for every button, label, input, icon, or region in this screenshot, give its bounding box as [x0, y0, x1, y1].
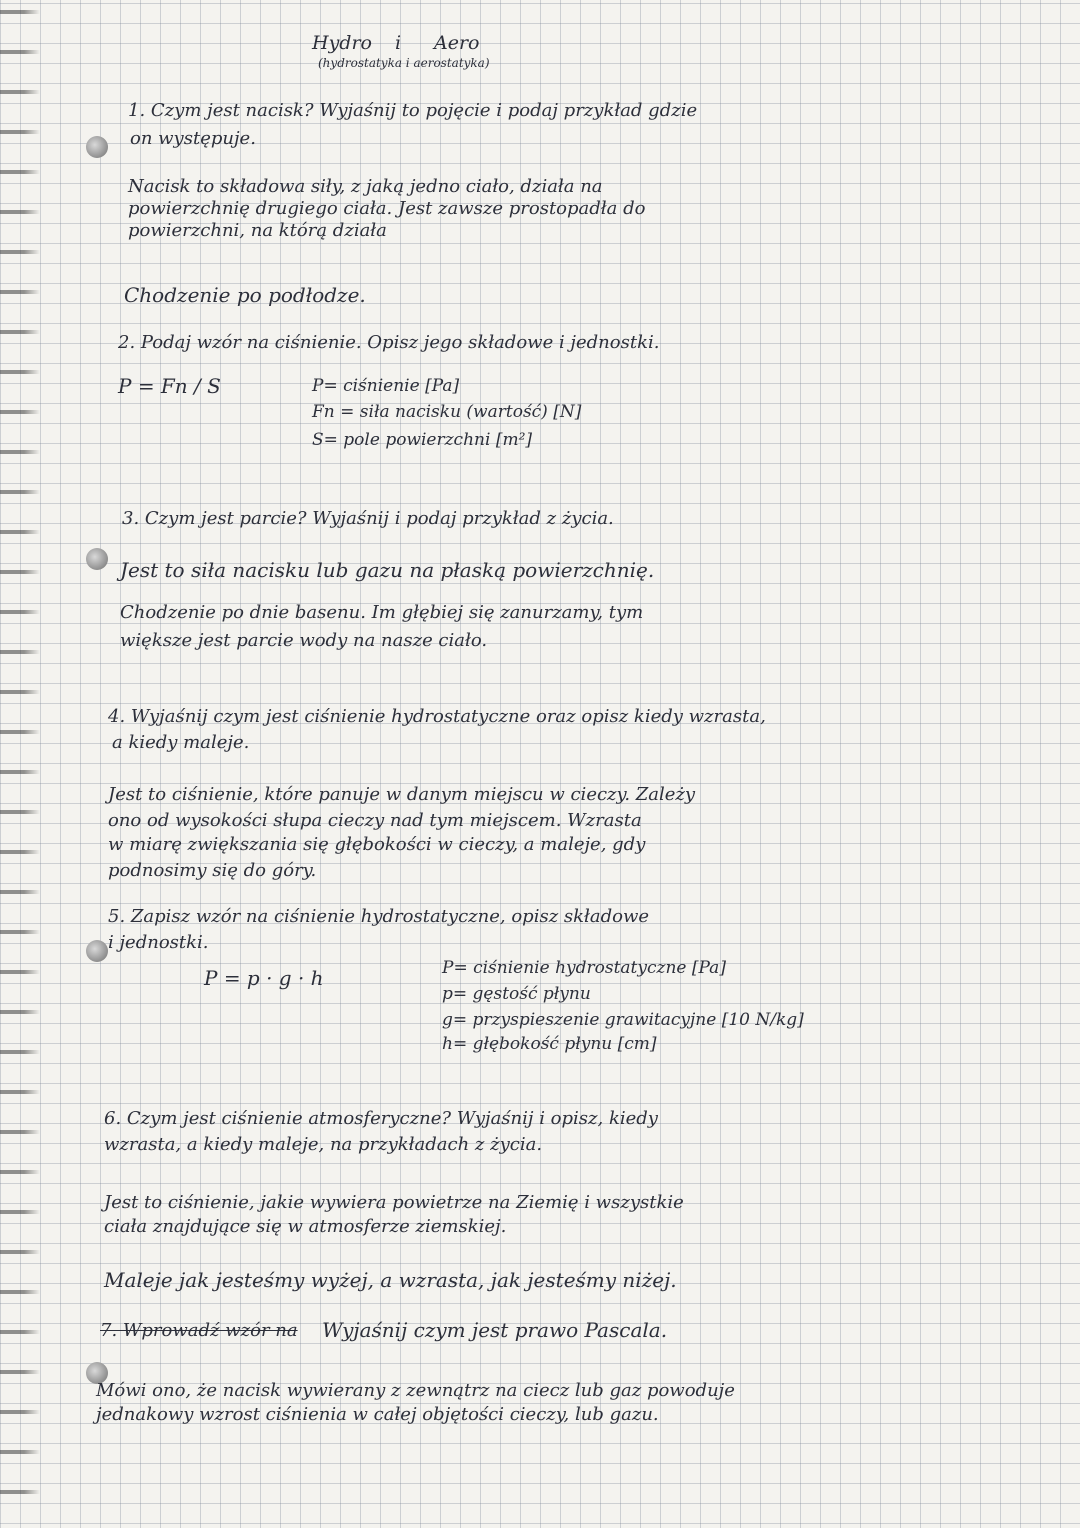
- question-3-text: 3. Czym jest parcie? Wyjaśnij i podaj przykład z życia.: [122, 508, 614, 529]
- formula-legend-hydrostatic-pressure: P= ciśnienie hydrostatyczne [Pa]: [442, 958, 726, 978]
- title-separator: i: [395, 32, 402, 54]
- answer-1-example: Chodzenie po podłodze.: [124, 283, 366, 307]
- formula-legend-density: p= gęstość płynu: [442, 984, 591, 1004]
- formula-legend-force: Fn = siła nacisku (wartość) [N]: [312, 402, 582, 422]
- formula-legend-gravity: g= przyspieszenie grawitacyjne [10 N/kg]: [442, 1010, 804, 1030]
- punch-hole: [86, 548, 108, 570]
- answer-6-line: Jest to ciśnienie, jakie wywiera powietrze na Ziemię i wszystkie: [104, 1192, 684, 1213]
- hydrostatic-formula: P = p · g · h: [204, 966, 324, 990]
- question-1-text: 1. Czym jest nacisk? Wyjaśnij to pojęcie i podaj przykład gdzie: [128, 100, 698, 121]
- answer-3-text: Jest to siła nacisku lub gazu na płaską powierzchnię.: [120, 558, 655, 582]
- question-7-struck-text: 7. Wprowadź wzór na: [100, 1320, 298, 1341]
- answer-7-line: jednakowy wzrost ciśnienia w całej objętości cieczy, lub gazu.: [96, 1404, 659, 1425]
- question-5-text-cont: i jednostki.: [108, 932, 209, 953]
- punch-hole: [86, 940, 108, 962]
- page-subtitle: (hydrostatyka i aerostatyka): [318, 56, 490, 70]
- question-2-text: 2. Podaj wzór na ciśnienie. Opisz jego składowe i jednostki.: [118, 332, 660, 353]
- notebook-spiral-binding: [0, 0, 40, 1528]
- answer-1-line: Nacisk to składowa siły, z jaką jedno ciało, działa na: [128, 176, 603, 197]
- question-6-text-cont: wzrasta, a kiedy maleje, na przykładach z życia.: [104, 1134, 543, 1155]
- question-5-text: 5. Zapisz wzór na ciśnienie hydrostatyczne, opisz składowe: [108, 906, 650, 927]
- formula-legend-depth: h= głębokość płynu [cm]: [442, 1034, 657, 1054]
- answer-4-line: podnosimy się do góry.: [108, 860, 317, 881]
- answer-4-line: ono od wysokości słupa cieczy nad tym miejscem. Wzrasta: [108, 810, 642, 831]
- formula-legend-pressure: P= ciśnienie [Pa]: [312, 376, 460, 396]
- title-aero: Aero: [434, 32, 480, 54]
- pressure-formula: P = Fn / S: [118, 374, 221, 398]
- answer-6-example: Maleje jak jesteśmy wyżej, a wzrasta, jak jesteśmy niżej.: [104, 1268, 677, 1292]
- question-1-text-cont: on występuje.: [130, 128, 256, 149]
- question-4-text: 4. Wyjaśnij czym jest ciśnienie hydrostatyczne oraz opisz kiedy wzrasta,: [108, 706, 766, 727]
- title-hydro: Hydro: [312, 32, 372, 54]
- question-7-text: Wyjaśnij czym jest prawo Pascala.: [322, 1318, 668, 1342]
- answer-7-line: Mówi ono, że nacisk wywierany z zewnątrz na ciecz lub gaz powoduje: [96, 1380, 735, 1401]
- answer-3-example: Chodzenie po dnie basenu. Im głębiej się zanurzamy, tym: [120, 602, 644, 623]
- question-6-text: 6. Czym jest ciśnienie atmosferyczne? Wyjaśnij i opisz, kiedy: [104, 1108, 658, 1129]
- question-4-text-cont: a kiedy maleje.: [112, 732, 250, 753]
- answer-1-line: powierzchni, na którą działa: [128, 220, 387, 241]
- answer-3-example-cont: większe jest parcie wody na nasze ciało.: [120, 630, 488, 651]
- formula-legend-area: S= pole powierzchni [m²]: [312, 430, 533, 450]
- answer-4-line: w miarę zwiększania się głębokości w cieczy, a maleje, gdy: [108, 834, 646, 855]
- answer-1-line: powierzchnię drugiego ciała. Jest zawsze prostopadła do: [128, 198, 646, 219]
- punch-hole: [86, 136, 108, 158]
- answer-6-line: ciała znajdujące się w atmosferze ziemskiej.: [104, 1216, 507, 1237]
- answer-4-line: Jest to ciśnienie, które panuje w danym miejscu w cieczy. Zależy: [108, 784, 696, 805]
